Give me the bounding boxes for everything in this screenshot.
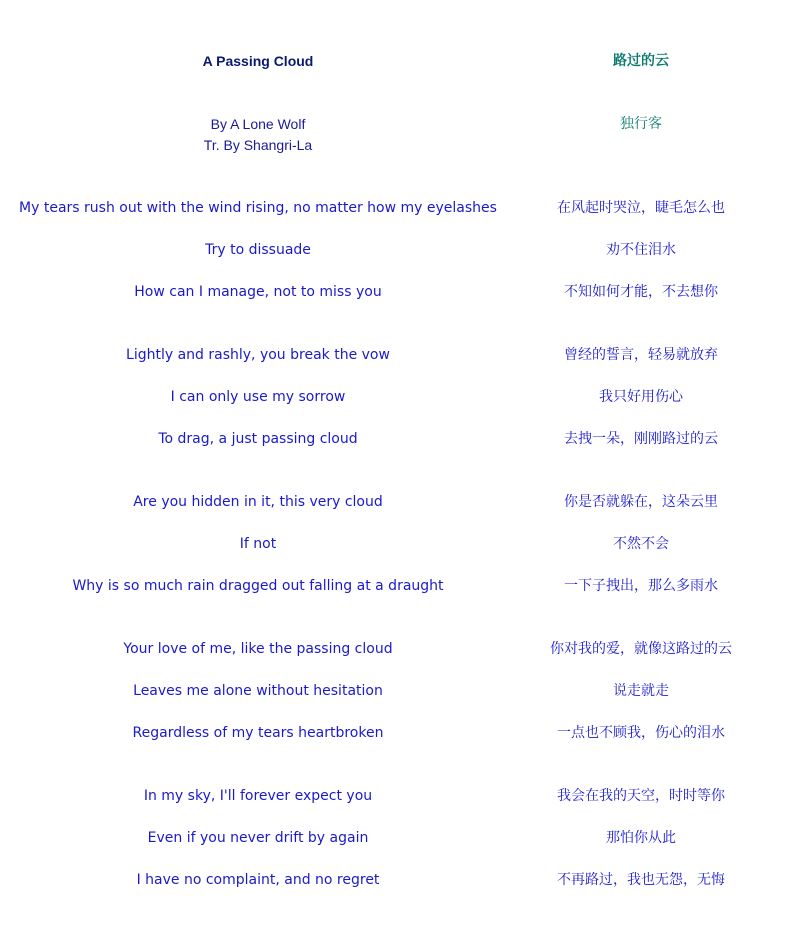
poem-title-zh: 路过的云 [613, 53, 669, 69]
verse-line-zh: 不然不会 [613, 536, 669, 552]
verse-line-en: Your love of me, like the passing cloud [123, 641, 393, 657]
verse-line-zh: 一点也不顾我，伤心的泪水 [557, 725, 725, 741]
verse-line-zh: 那怕你从此 [606, 830, 676, 846]
verse-line-en: Leaves me alone without hesitation [133, 683, 383, 699]
verse-line-zh: 你对我的爱，就像这路过的云 [550, 641, 732, 657]
verse-line-zh: 不再路过，我也无怨，无悔 [557, 872, 725, 888]
verse-line-zh: 去拽一朵，刚刚路过的云 [564, 431, 718, 447]
verse-line-zh: 说走就走 [613, 683, 669, 699]
verse-line-en: To drag, a just passing cloud [158, 431, 358, 447]
verse-line-zh: 不知如何才能，不去想你 [564, 284, 718, 300]
verse-line-en: Lightly and rashly, you break the vow [126, 347, 390, 363]
verse-line-en: If not [239, 536, 277, 552]
verse-line-en: In my sky, I'll forever expect you [143, 788, 373, 804]
verse-line-zh: 在风起时哭泣，睫毛怎么也 [557, 200, 725, 216]
verse-line-en: Regardless of my tears heartbroken [132, 725, 384, 741]
verse-line-zh: 你是否就躲在，这朵云里 [564, 494, 718, 510]
verse-line-zh: 我只好用伤心 [599, 389, 683, 405]
verse-line-zh: 我会在我的天空，时时等你 [557, 788, 725, 804]
verse-line-en: Are you hidden in it, this very cloud [133, 494, 383, 510]
verse-line-en: Even if you never drift by again [147, 830, 369, 846]
verse-line-en: I have no complaint, and no regret [136, 872, 380, 888]
translator-en: Tr. By Shangri-La [203, 137, 313, 153]
verse-line-zh: 一下子拽出，那么多雨水 [564, 578, 718, 594]
author-zh: 独行客 [620, 116, 662, 132]
poem-title-en: A Passing Cloud [202, 53, 314, 69]
verse-line-zh: 曾经的誓言，轻易就放弃 [564, 347, 718, 363]
verse-line-en: Why is so much rain dragged out falling at a draught [72, 578, 444, 594]
verse-line-en: My tears rush out with the wind rising, no matter how my eyelashes [19, 200, 497, 216]
verse-line-zh: 劝不住泪水 [606, 242, 676, 258]
author-en: By A Lone Wolf [210, 116, 306, 132]
verse-line-en: I can only use my sorrow [170, 389, 346, 405]
verse-line-en: Try to dissuade [205, 242, 311, 258]
verse-line-en: How can I manage, not to miss you [134, 284, 382, 300]
